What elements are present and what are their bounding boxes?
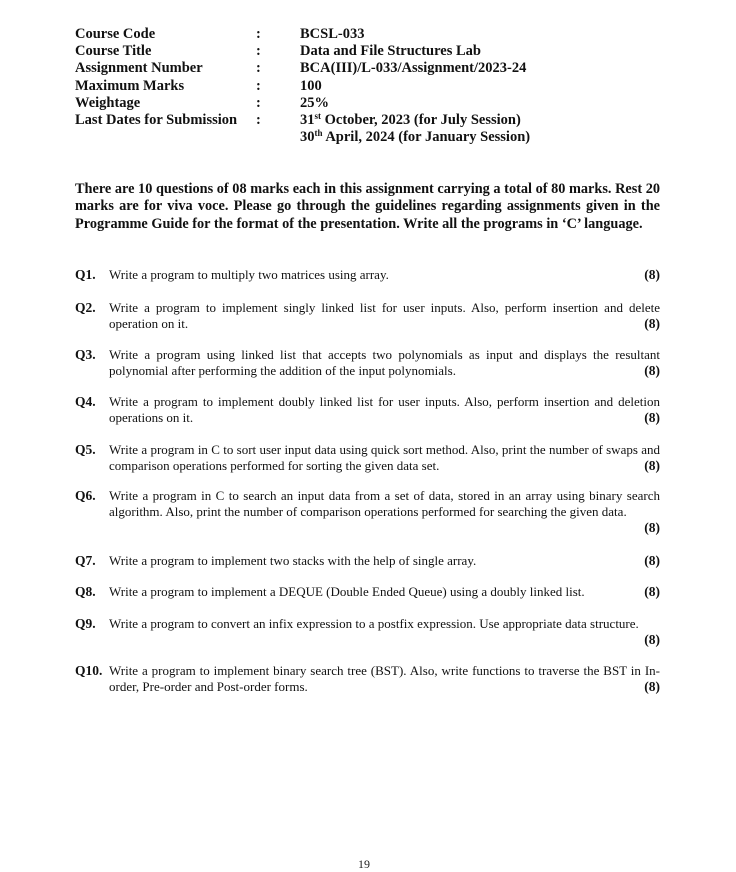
question-number: Q4.	[75, 394, 96, 409]
question-number: Q8.	[75, 584, 96, 599]
question-marks: (8)	[644, 679, 660, 694]
page-number: 19	[358, 857, 370, 871]
info-label: Assignment Number	[75, 60, 203, 77]
info-label: Maximum Marks	[75, 77, 185, 94]
deadline-text: October, 2023 (for July Session)	[321, 111, 521, 128]
question-text: Write a program to implement two stacks with the help of single array.	[109, 553, 477, 568]
question-number: Q10.	[75, 663, 103, 678]
question-text-block	[109, 584, 660, 600]
question-text: Write a program to implement a DEQUE (Double Ended Queue) using a doubly linked list.	[109, 584, 585, 599]
deadline-january-session	[300, 129, 530, 146]
question-number: Q6.	[75, 488, 96, 503]
question-marks: (8)	[644, 363, 660, 378]
question-text: Write a program to implement binary search tree (BST). Also, write functions to traverse the BST in In-order, Pre-order and Post-order forms.	[109, 663, 660, 694]
question-text-block	[109, 663, 660, 695]
question-marks: (8)	[644, 632, 660, 647]
question-text-block	[109, 488, 660, 520]
info-colon: :	[256, 60, 261, 77]
info-colon: :	[256, 26, 261, 42]
question-text-block	[109, 394, 660, 426]
deadline-day: 31	[300, 111, 315, 128]
question-marks: (8)	[644, 458, 660, 473]
question-text: Write a program in C to sort user input data using quick sort method. Also, print the number of swaps and comparison operations performed for sorting the given data set.	[109, 442, 660, 473]
info-value: BCA(III)/L-033/Assignment/2023-24	[300, 60, 527, 77]
instructions-paragraph: There are 10 questions of 08 marks each in this assignment carrying a total of 80 marks. Rest 20 marks are for viva voce. Please go through the guidelines regarding assignments given in the Programme Guide for the format of the presentation. Write all the programs in ‘C’ language.	[75, 181, 660, 232]
question-marks: (8)	[644, 316, 660, 331]
question-text: Write a program to implement singly linked list for user inputs. Also, perform insertion and delete operation on it.	[109, 300, 660, 331]
deadline-ordinal: th	[314, 128, 323, 139]
info-row-course-title	[75, 43, 675, 60]
info-row-course-code	[75, 26, 675, 43]
question-text-block	[109, 347, 660, 379]
question-text-block	[109, 442, 660, 474]
question-text-block	[109, 300, 660, 332]
question-text: Write a program to implement doubly linked list for user inputs. Also, perform insertion and deletion operations on it.	[109, 394, 660, 425]
info-value: 100	[300, 77, 322, 94]
course-info-table	[75, 26, 675, 146]
info-label: Last Dates for Submission	[75, 111, 238, 128]
info-row-assignment-number	[75, 60, 675, 77]
question-text: Write a program to convert an infix expression to a postfix expression. Use appropriate data structure.	[109, 616, 639, 631]
info-label: Course Code	[75, 26, 156, 42]
info-colon: :	[256, 111, 261, 128]
deadline-text: April, 2024 (for January Session)	[322, 129, 531, 146]
question-number: Q7.	[75, 553, 96, 568]
question-number: Q3.	[75, 347, 96, 362]
question-marks: (8)	[644, 267, 660, 282]
question-marks: (8)	[644, 520, 660, 535]
question-text: Write a program in C to search an input data from a set of data, stored in an array using binary search algorithm. Also, print the number of comparison operations performed for searching the given data.	[109, 488, 660, 519]
info-colon: :	[256, 77, 261, 94]
question-marks: (8)	[644, 410, 660, 425]
info-label: Course Title	[75, 43, 152, 60]
question-text-block	[109, 267, 660, 283]
question-text: Write a program using linked list that accepts two polynomials as input and displays the resultant polynomial after performing the addition of the input polynomials.	[109, 347, 660, 378]
question-number: Q1.	[75, 267, 96, 282]
info-row-last-dates	[75, 110, 675, 146]
info-colon: :	[256, 94, 261, 111]
info-value: BCSL-033	[300, 26, 365, 42]
deadline-ordinal: st	[314, 110, 321, 121]
question-text-block	[109, 616, 660, 632]
question-text-block	[109, 553, 660, 569]
question-number: Q2.	[75, 300, 96, 315]
info-colon: :	[256, 43, 261, 60]
question-marks: (8)	[644, 553, 660, 568]
info-row-maximum-marks	[75, 78, 675, 95]
info-label: Weightage	[75, 94, 141, 111]
info-row-weightage	[75, 95, 675, 112]
deadline-july-session	[300, 112, 521, 129]
question-text: Write a program to multiply two matrices using array.	[109, 267, 389, 282]
info-value: Data and File Structures Lab	[300, 43, 481, 60]
info-value: 25%	[300, 94, 329, 111]
question-number: Q9.	[75, 616, 96, 631]
deadline-day: 30	[300, 129, 315, 146]
question-number: Q5.	[75, 442, 96, 457]
question-marks: (8)	[644, 584, 660, 599]
